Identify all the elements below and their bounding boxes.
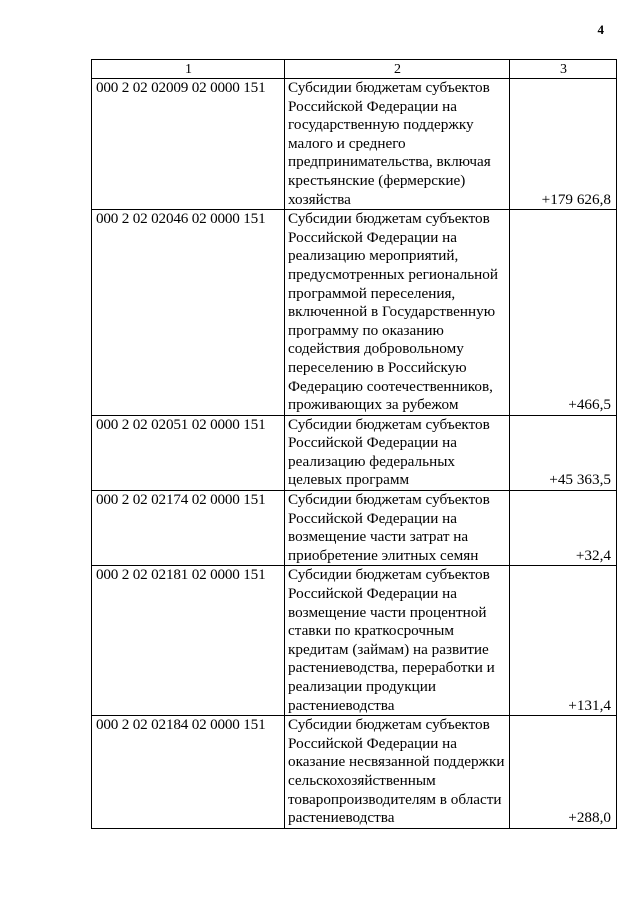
- description-cell: Субсидии бюджетам субъектов Российской Федерации на реализацию мероприятий, предусмотренных региональной программой переселения, включенной в Государственную программу по оказанию содействия добровольному переселению в Российскую Федерацию соотечественников, проживающих за рубежом: [285, 210, 510, 416]
- page-number: 4: [597, 22, 604, 37]
- table-row: [92, 210, 617, 416]
- description-cell: Субсидии бюджетам субъектов Российской Федерации на возмещение части затрат на приобретение элитных семян: [285, 491, 510, 566]
- amount-cell: +466,5: [510, 210, 617, 416]
- table-row: [92, 716, 617, 829]
- description-cell: Субсидии бюджетам субъектов Российской Федерации на государственную поддержку малого и среднего предпринимательства, включая крестьянские (фермерские) хозяйства: [285, 79, 510, 210]
- budget-code-cell: 000 2 02 02181 02 0000 151: [92, 566, 285, 716]
- amount-cell: +288,0: [510, 716, 617, 829]
- table-header-row: [92, 60, 617, 79]
- column-header-2: 2: [285, 60, 510, 79]
- description-cell: Субсидии бюджетам субъектов Российской Федерации на оказание несвязанной поддержки сельскохозяйственным товаропроизводителям в области растениеводства: [285, 716, 510, 829]
- amount-cell: +32,4: [510, 491, 617, 566]
- amount-cell: +45 363,5: [510, 415, 617, 490]
- budget-code-cell: 000 2 02 02184 02 0000 151: [92, 716, 285, 829]
- table-row: [92, 415, 617, 490]
- column-header-1: 1: [92, 60, 285, 79]
- amount-cell: +179 626,8: [510, 79, 617, 210]
- budget-code-cell: 000 2 02 02009 02 0000 151: [92, 79, 285, 210]
- budget-code-cell: 000 2 02 02051 02 0000 151: [92, 415, 285, 490]
- table-row: [92, 79, 617, 210]
- budget-code-cell: 000 2 02 02174 02 0000 151: [92, 491, 285, 566]
- table-row: [92, 491, 617, 566]
- table-row: [92, 566, 617, 716]
- description-cell: Субсидии бюджетам субъектов Российской Федерации на реализацию федеральных целевых программ: [285, 415, 510, 490]
- amount-cell: +131,4: [510, 566, 617, 716]
- column-header-3: 3: [510, 60, 617, 79]
- description-cell: Субсидии бюджетам субъектов Российской Федерации на возмещение части процентной ставки по краткосрочным кредитам (займам) на развитие растениеводства, переработки и реализации продукции растениеводства: [285, 566, 510, 716]
- budget-code-cell: 000 2 02 02046 02 0000 151: [92, 210, 285, 416]
- budget-table: [91, 59, 617, 829]
